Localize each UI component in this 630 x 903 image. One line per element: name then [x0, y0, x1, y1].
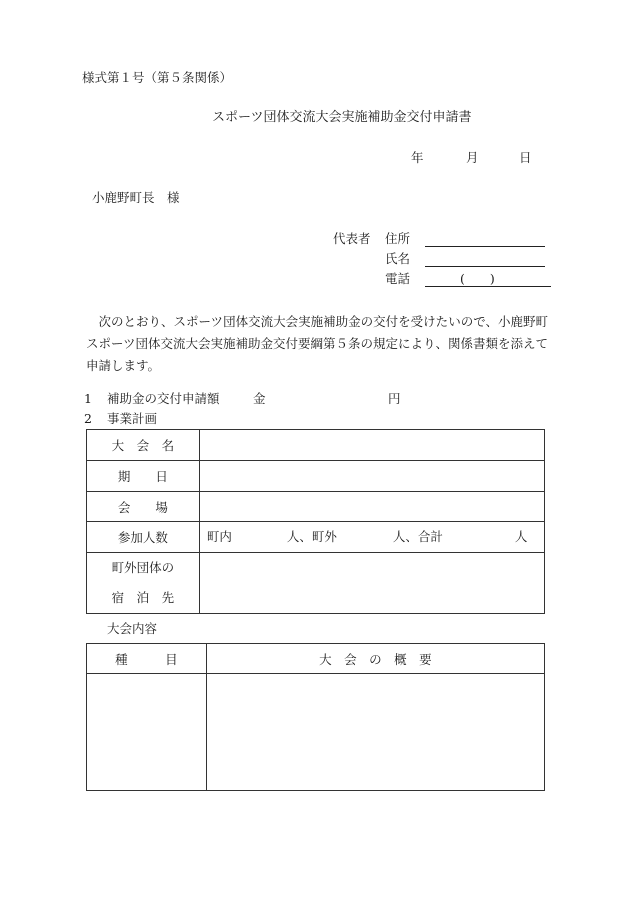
participants-unit-label: 人 — [514, 529, 528, 544]
table-row — [87, 492, 545, 522]
tournament-name-field[interactable] — [199, 430, 544, 461]
section1-unit: 円 — [388, 391, 401, 406]
address-label: 住所 — [385, 231, 411, 246]
table-row — [87, 644, 545, 674]
section1-label: 補助金の交付申請額 — [107, 391, 220, 406]
participants-field[interactable] — [199, 522, 544, 553]
period-field[interactable] — [199, 461, 544, 492]
event-header: 種 目 — [87, 644, 207, 674]
participants-total-label: 人、合計 — [392, 529, 443, 544]
participants-out-town-label: 人、町外 — [286, 529, 337, 544]
table-row — [87, 674, 545, 791]
lodging-label — [87, 553, 200, 614]
address-field[interactable] — [425, 246, 545, 247]
event-field[interactable] — [87, 674, 207, 791]
section1-number: 1 — [84, 391, 92, 406]
phone-field[interactable] — [425, 286, 551, 287]
grant-amount-field[interactable] — [270, 406, 385, 407]
table-row — [87, 430, 545, 461]
section1-prefix: 金 — [253, 391, 266, 406]
period-label: 期 日 — [87, 461, 200, 492]
table-row — [87, 522, 545, 553]
body-text: 次のとおり、スポーツ団体交流大会実施補助金の交付を受けたいので、小鹿野町スポーツ団体交流大会実施補助金交付要綱第５条の規定により、関係書類を添えて申請します。 — [86, 314, 549, 373]
tournament-name-label: 大 会 名 — [87, 430, 200, 461]
document-title: スポーツ団体交流大会実施補助金交付申請書 — [212, 110, 472, 125]
plan-table — [86, 429, 545, 614]
representative-label: 代表者 — [333, 231, 371, 246]
venue-field[interactable] — [199, 492, 544, 522]
contents-heading: 大会内容 — [107, 621, 158, 636]
table-row — [87, 553, 545, 614]
form-number: 様式第１号（第５条関係） — [82, 70, 233, 85]
summary-field[interactable] — [206, 674, 544, 791]
contents-table — [86, 643, 545, 791]
participants-in-town-label: 町内 — [206, 529, 232, 544]
section2-number: 2 — [84, 411, 92, 426]
venue-label: 会 場 — [87, 492, 200, 522]
name-field[interactable] — [425, 266, 545, 267]
phone-label: 電話 — [385, 271, 411, 286]
lodging-field[interactable] — [199, 553, 544, 614]
phone-paren: ( ) — [460, 271, 495, 286]
addressee: 小鹿野町長 様 — [92, 190, 180, 205]
lodging-label-line2: 宿 泊 先 — [111, 590, 175, 605]
table-row — [87, 461, 545, 492]
date-year: 年 — [411, 150, 424, 165]
name-label: 氏名 — [385, 251, 411, 266]
section2-label: 事業計画 — [107, 411, 158, 426]
date-day: 日 — [519, 150, 532, 165]
participants-label: 参加人数 — [87, 522, 200, 553]
date-month: 月 — [466, 150, 479, 165]
lodging-label-line1: 町外団体の — [111, 560, 175, 575]
summary-header: 大 会 の 概 要 — [206, 644, 544, 674]
